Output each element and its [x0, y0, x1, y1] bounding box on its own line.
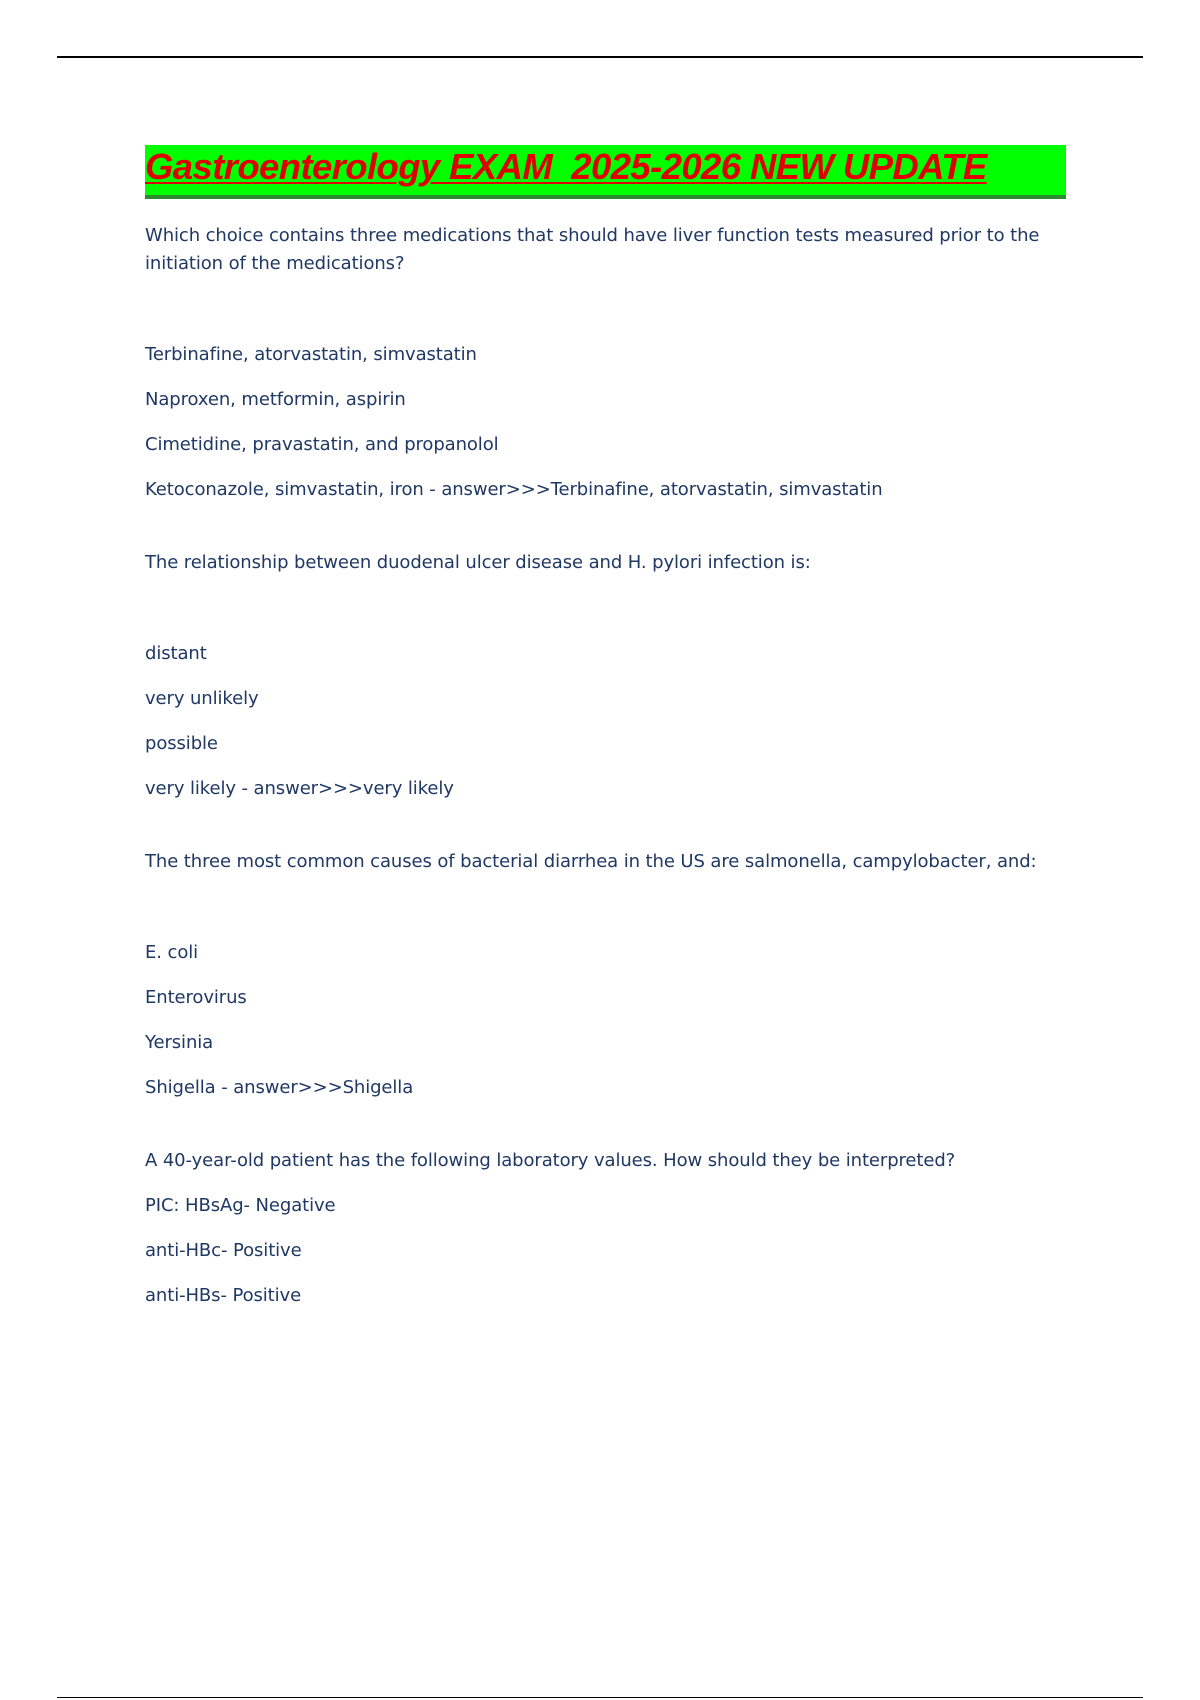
option-item: E. coli: [145, 942, 199, 963]
lab-value-line: anti-HBc- Positive: [145, 1240, 302, 1261]
question-block-2: [145, 549, 1070, 803]
option-item: Naproxen, metformin, aspirin: [145, 389, 406, 410]
option-item: Yersinia: [145, 1032, 214, 1053]
document-title: Gastroenterology EXAM 2025-2026 NEW UPDATE: [145, 146, 987, 187]
option-item: very unlikely: [145, 688, 259, 709]
question-block-1: [145, 222, 1070, 504]
question-prompt: The three most common causes of bacterial diarrhea in the US are salmonella, campylobacter, and:: [145, 851, 1037, 872]
option-item: possible: [145, 733, 218, 754]
option-item-answer: Shigella - answer>>>Shigella: [145, 1077, 414, 1098]
document-body: [145, 145, 1070, 1327]
title-highlight: [145, 145, 1066, 199]
question-block-3: [145, 848, 1070, 1102]
option-item: Terbinafine, atorvastatin, simvastatin: [145, 344, 477, 365]
bottom-rule: [57, 1697, 1143, 1698]
question-prompt: Which choice contains three medications that should have liver function tests measured prior to the initiation of the medications?: [145, 225, 1040, 274]
option-list: [145, 939, 1070, 1102]
lab-values-list: [145, 1192, 1070, 1310]
top-rule: [57, 56, 1143, 58]
option-item-answer: very likely - answer>>>very likely: [145, 778, 454, 799]
question-prompt: A 40-year-old patient has the following laboratory values. How should they be interpreted?: [145, 1150, 956, 1171]
option-item: distant: [145, 643, 207, 664]
option-item: Cimetidine, pravastatin, and propanolol: [145, 434, 499, 455]
lab-value-line: anti-HBs- Positive: [145, 1285, 302, 1306]
option-list: [145, 341, 1070, 504]
question-prompt: The relationship between duodenal ulcer disease and H. pylori infection is:: [145, 552, 811, 573]
lab-value-line: PIC: HBsAg- Negative: [145, 1195, 336, 1216]
option-list: [145, 640, 1070, 803]
question-block-4: [145, 1147, 1070, 1310]
option-item-answer: Ketoconazole, simvastatin, iron - answer>>>Terbinafine, atorvastatin, simvastatin: [145, 479, 883, 500]
option-item: Enterovirus: [145, 987, 247, 1008]
